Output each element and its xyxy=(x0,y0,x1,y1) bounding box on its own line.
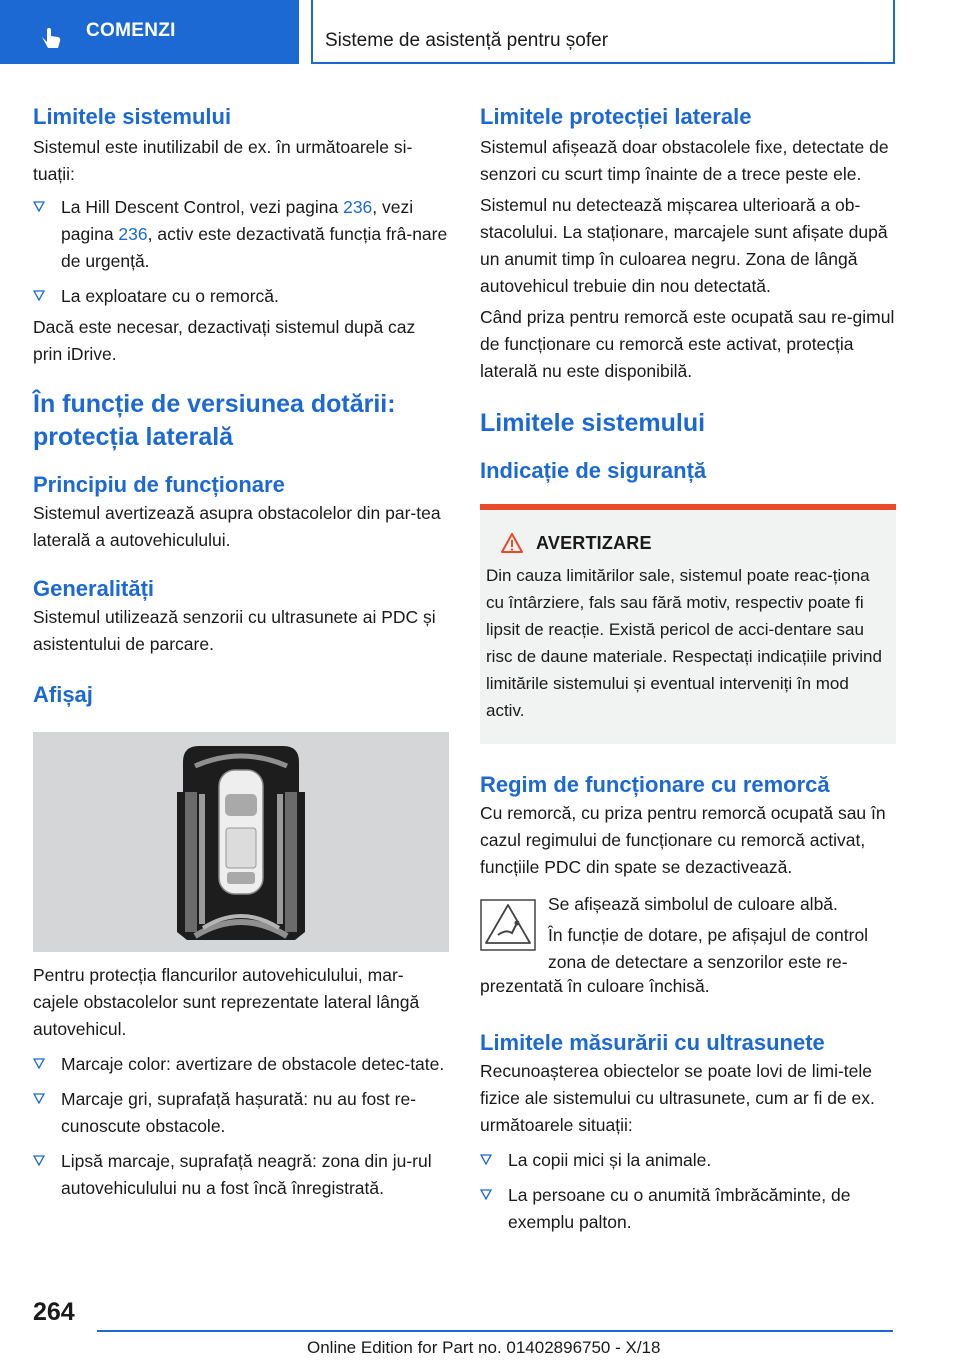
page-number: 264 xyxy=(33,1298,75,1326)
list-item: Lipsă marcaje, suprafață neagră: zona din ju-rul autovehiculului nu a fost încă înregistrată. xyxy=(33,1148,449,1202)
bullet-list-limits xyxy=(33,194,449,310)
triangle-bullet-icon xyxy=(33,1093,45,1105)
list-item: Marcaje color: avertizare de obstacole detec-tate. xyxy=(33,1051,449,1078)
warning-box xyxy=(480,504,896,744)
bullet-list-ultrasound xyxy=(480,1147,896,1236)
right-column xyxy=(480,100,896,1236)
warning-title xyxy=(486,530,890,556)
paragraph-trailer: Cu remorcă, cu priza pentru remorcă ocupată sau în cazul regimului de funcționare cu remorcă activat, funcțiile PDC din spate se dezactivează. xyxy=(480,803,886,877)
paragraph-general: Sistemul utilizează senzorii cu ultrasunete ai PDC și asistentului de parcare. xyxy=(33,607,436,654)
heading-trailer: Regim de funcționare cu remorcă xyxy=(480,772,830,797)
page-header xyxy=(0,0,960,66)
heading-limits-right: Limitele sistemului xyxy=(480,409,706,437)
heading-principle: Principiu de funcționare xyxy=(33,472,285,497)
warning-triangle-icon xyxy=(500,532,524,554)
page-link-236[interactable]: 236 xyxy=(343,197,373,217)
heading-version: În funcție de versiunea dotării: protecția laterală xyxy=(33,390,396,451)
paragraph-display: Pentru protecția flancurilor autovehiculului, mar-cajele obstacolelor sunt reprezentate lateral lângă autovehicul. xyxy=(33,965,420,1039)
list-item: La copii mici și la animale. xyxy=(480,1147,896,1174)
warning-text: Din cauza limitărilor sale, sistemul poate reac-ționa cu întârziere, fals sau fără motiv, respectiv poate fi lipsit de reacție. Există pericol de acci-dentare sau risc de daune materiale. Respectați indicațiile privind limitările sistemului și eventual interveniți în mod activ. xyxy=(486,566,882,720)
page-link-236-second[interactable]: 236 xyxy=(118,224,148,244)
side-protection-figure xyxy=(33,732,449,952)
heading-general: Generalități xyxy=(33,576,155,601)
paragraph-deactivate: Dacă este necesar, dezactivați sistemul după caz prin iDrive. xyxy=(33,317,416,364)
heading-limits: Limitele sistemului xyxy=(33,104,232,129)
edition-text: Online Edition for Part no. 01402896750 - X/18 xyxy=(307,1338,661,1357)
chapter-tab-label: COMENZI xyxy=(86,20,176,41)
trailer-symbol-row xyxy=(480,891,896,975)
heading-safety: Indicație de siguranță xyxy=(480,458,707,483)
heading-side-limits: Limitele protecției laterale xyxy=(480,104,752,129)
triangle-bullet-icon xyxy=(480,1189,492,1201)
left-column xyxy=(33,100,449,1202)
list-item: La persoane cu o anumită îmbrăcăminte, de exemplu palton. xyxy=(480,1182,896,1236)
heading-ultrasound: Limitele măsurării cu ultrasunete xyxy=(480,1030,825,1055)
chapter-tab[interactable] xyxy=(0,0,299,64)
list-item: La Hill Descent Control, vezi pagina 236, vezi pagina 236, activ este dezactivată funcția frâ-nare de urgență. xyxy=(33,194,449,275)
trailer-hitch-warning-icon xyxy=(480,899,536,951)
paragraph-limits: Sistemul este inutilizabil de ex. în următoarele si-tuații: xyxy=(33,137,413,184)
symbol-text-1: Se afișează simbolul de culoare albă. xyxy=(548,894,838,914)
list-item: Marcaje gri, suprafață hașurată: nu au fost re-cunoscute obstacole. xyxy=(33,1086,449,1140)
triangle-bullet-icon xyxy=(480,1154,492,1166)
triangle-bullet-icon xyxy=(33,1155,45,1167)
hand-pointer-icon xyxy=(38,24,64,50)
section-title: Sisteme de asistență pentru șofer xyxy=(325,30,609,51)
paragraph-principle: Sistemul avertizează asupra obstacolelor din par-tea laterală a autovehiculului. xyxy=(33,503,441,550)
paragraph-ultrasound: Recunoașterea obiectelor se poate lovi de limi-tele fizice ale sistemului cu ultrasunete, cum ar fi de ex. următoarele situații: xyxy=(480,1061,875,1135)
symbol-text-3: prezentată în culoare închisă. xyxy=(480,976,710,996)
footer-divider xyxy=(97,1330,893,1332)
paragraph-side-1: Sistemul afișează doar obstacolele fixe, detectate de senzori cu scurt timp înainte de a trece peste ele. xyxy=(480,137,889,184)
triangle-bullet-icon xyxy=(33,1058,45,1070)
warning-label: AVERTIZARE xyxy=(536,532,652,553)
paragraph-side-3: Când priza pentru remorcă este ocupată sau re-gimul de funcționare cu remorcă este activat, protecția laterală nu este disponibilă. xyxy=(480,307,895,381)
triangle-bullet-icon xyxy=(33,201,45,213)
car-top-view-illustration xyxy=(33,732,449,952)
heading-display: Afișaj xyxy=(33,682,93,707)
list-item: La exploatare cu o remorcă. xyxy=(33,283,449,310)
triangle-bullet-icon xyxy=(33,290,45,302)
symbol-text-2: În funcție de dotare, pe afișajul de control zona de detectare a senzorilor este re- xyxy=(548,925,869,972)
paragraph-side-2: Sistemul nu detectează mișcarea ulterioară a ob-stacolului. La staționare, marcajele sunt afișate după un anumit timp în culoarea negru. Zona de lângă autovehicul trebuie din nou detectată. xyxy=(480,195,888,296)
bullet-list-markings xyxy=(33,1051,449,1202)
